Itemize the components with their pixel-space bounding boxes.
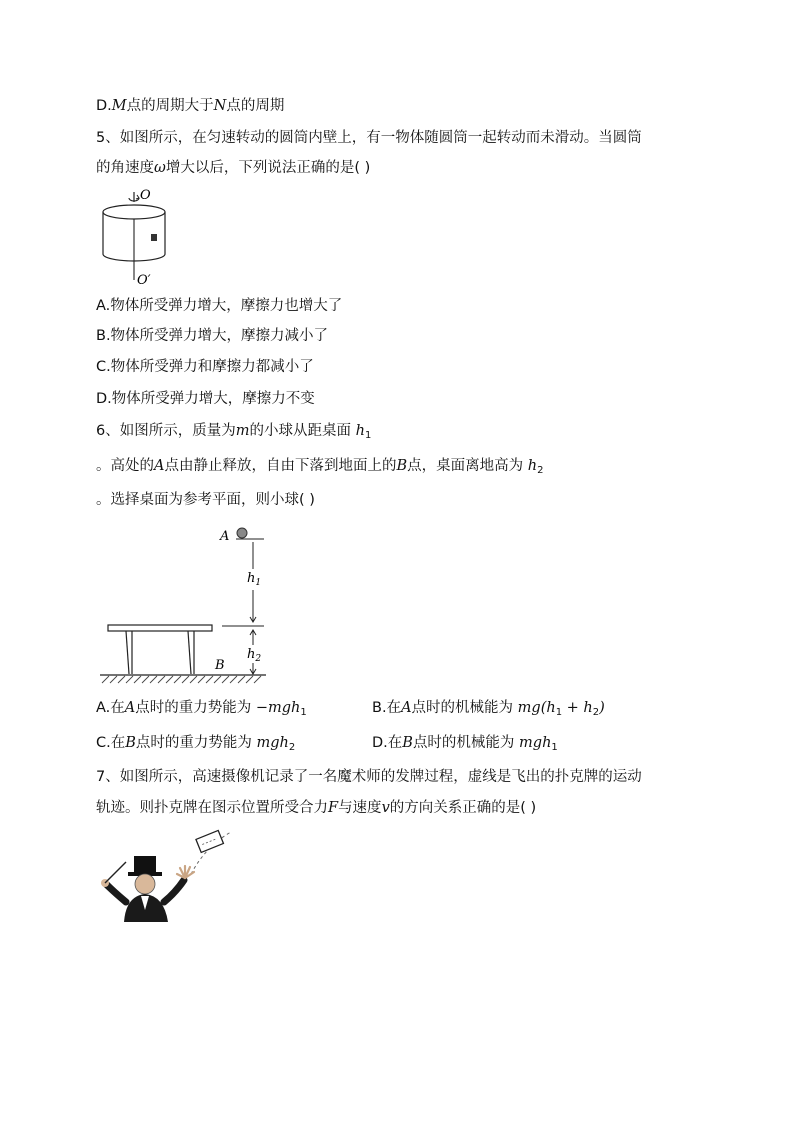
q5-stem-line2: 的角速度ω增大以后，下列说法正确的是( ): [96, 160, 371, 176]
q6-option-d: D.在B点时的机械能为 mgh$_1$: [372, 735, 558, 753]
q5-option-d: D.物体所受弹力增大，摩擦力不变: [96, 391, 315, 407]
q5-option-c: C.物体所受弹力和摩擦力都减小了: [96, 359, 314, 375]
q5-stem-line1: 5、如图所示，在匀速转动的圆筒内壁上，有一物体随圆筒一起转动而未滑动。当圆筒: [96, 130, 642, 146]
q6-fig-label-h2: $h_2$: [247, 647, 262, 664]
q6-fig-label-b: B: [215, 658, 225, 673]
q5-fig-label-o: O: [140, 188, 151, 203]
q6-ground-hatching: [102, 676, 261, 683]
q6-table-top: [108, 625, 212, 631]
q6-stem-line2: 。高处的A点由静止释放，自由下落到地面上的B点，桌面离地高为 $h_2$: [96, 458, 544, 476]
q4-option-d: D.M点的周期大于N点的周期: [96, 98, 285, 114]
q7-stem-line2: 轨迹。则扑克牌在图示位置所受合力F与速度v的方向关系正确的是( ): [96, 800, 537, 816]
q6-fig-label-h1: $h_1$: [247, 571, 262, 588]
q7-magician-figure: [96, 826, 236, 926]
q6-table-figure: [96, 522, 276, 692]
q7-card: [196, 830, 223, 852]
q5-option-b: B.物体所受弹力增大，摩擦力减小了: [96, 328, 329, 344]
q7-stem-line1: 7、如图所示，高速摄像机记录了一名魔术师的发牌过程，虚线是飞出的扑克牌的运动: [96, 769, 642, 785]
q5-fig-label-o-prime: O′: [137, 273, 151, 288]
q6-stem-line3: 。选择桌面为参考平面，则小球( ): [96, 492, 315, 508]
q7-wand: [105, 862, 126, 883]
q5-option-a: A.物体所受弹力增大，摩擦力也增大了: [96, 298, 343, 314]
q6-stem-line1: 6、如图所示，质量为m的小球从距桌面 $h_1$: [96, 423, 372, 441]
q5-block: [151, 234, 157, 241]
q6-ball: [237, 528, 247, 538]
q7-hand: [177, 866, 194, 878]
q7-head: [135, 874, 155, 894]
q7-top-hat: [134, 856, 156, 874]
q6-option-a: A.在A点时的重力势能为 −mgh$_1$: [96, 700, 307, 718]
q5-cylinder-figure: [96, 188, 166, 288]
q6-option-c: C.在B点时的重力势能为 mgh$_2$: [96, 735, 296, 753]
q6-fig-label-a: A: [220, 529, 230, 544]
q6-option-b: B.在A点时的机械能为 $mg(h_1 + h_2)$: [372, 700, 605, 718]
